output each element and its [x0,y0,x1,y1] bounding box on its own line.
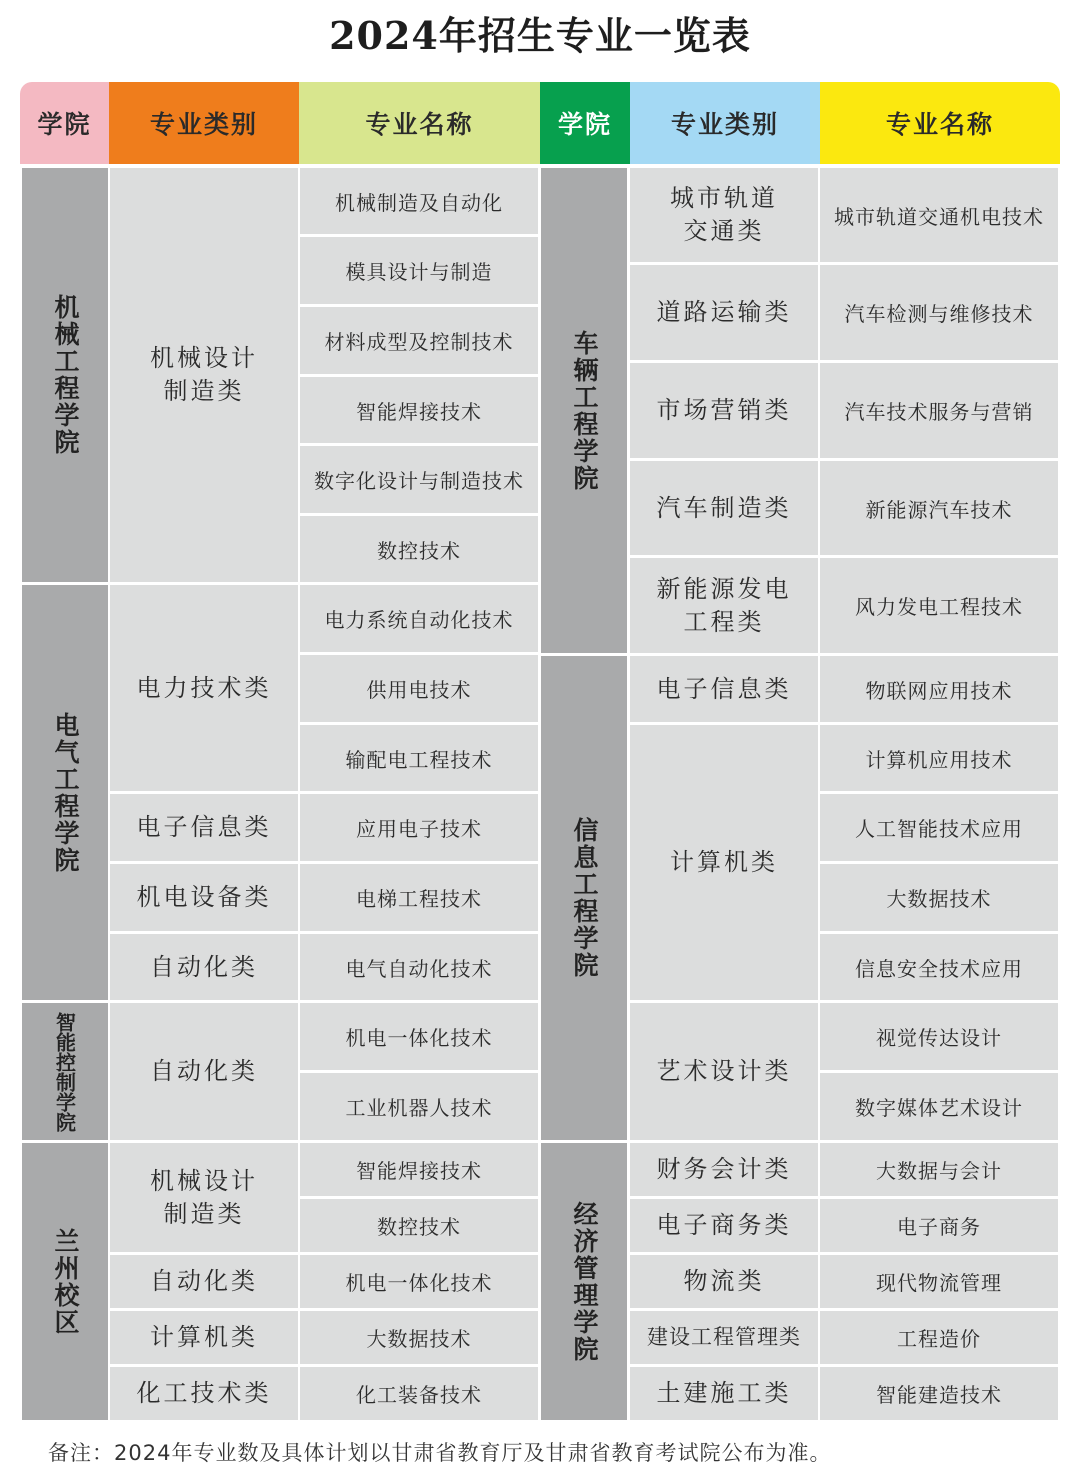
major-cell: 现代物流管理 [820,1255,1058,1308]
category-cell: 自动化类 [110,1255,298,1308]
major-cell: 工业机器人技术 [300,1073,538,1140]
major-cell: 物联网应用技术 [820,656,1058,722]
category-cell: 电子商务类 [630,1199,818,1252]
category-cell: 建设工程管理类 [630,1311,818,1364]
category-cell: 艺术设计类 [630,1003,818,1140]
major-cell: 数控技术 [300,516,538,582]
major-cell: 大数据技术 [820,864,1058,931]
major-cell: 供用电技术 [300,655,538,722]
category-cell: 机械设计 制造类 [110,1143,298,1252]
major-cell: 新能源汽车技术 [820,461,1058,555]
category-cell: 自动化类 [110,1003,298,1140]
major-cell: 应用电子技术 [300,794,538,861]
major-cell: 数字媒体艺术设计 [820,1073,1058,1140]
category-cell: 电力技术类 [110,585,298,791]
category-cell: 财务会计类 [630,1143,818,1196]
major-cell: 机电一体化技术 [300,1255,538,1308]
major-cell: 大数据技术 [300,1311,538,1364]
category-cell: 电子信息类 [110,794,298,861]
major-cell: 人工智能技术应用 [820,794,1058,861]
header-left-college: 学院 [20,82,109,164]
category-cell: 道路运输类 [630,265,818,360]
major-cell: 视觉传达设计 [820,1003,1058,1070]
college-cell: 电气工程学院 [22,585,108,1000]
major-cell: 电子商务 [820,1199,1058,1252]
category-cell: 计算机类 [110,1311,298,1364]
major-cell: 汽车检测与维修技术 [820,265,1058,360]
category-cell: 化工技术类 [110,1367,298,1420]
major-cell: 输配电工程技术 [300,725,538,791]
major-cell: 机电一体化技术 [300,1003,538,1070]
major-cell: 电气自动化技术 [300,934,538,1000]
category-cell: 新能源发电 工程类 [630,558,818,653]
header-right-major: 专业名称 [820,82,1060,164]
major-cell: 模具设计与制造 [300,237,538,304]
category-cell: 市场营销类 [630,363,818,458]
header-left-major: 专业名称 [299,82,540,164]
college-cell: 智能控制学院 [22,1003,108,1140]
header-right-college: 学院 [540,82,630,164]
major-cell: 信息安全技术应用 [820,934,1058,1000]
category-cell: 物流类 [630,1255,818,1308]
major-cell: 汽车技术服务与营销 [820,363,1058,458]
major-cell: 化工装备技术 [300,1367,538,1420]
header-left-category: 专业类别 [109,82,299,164]
college-cell: 信息工程学院 [541,656,627,1140]
major-cell: 数控技术 [300,1199,538,1252]
major-cell: 工程造价 [820,1311,1058,1364]
category-cell: 机械设计 制造类 [110,168,298,582]
category-cell: 计算机类 [630,725,818,1000]
college-cell: 机械工程学院 [22,168,108,582]
category-cell: 机电设备类 [110,864,298,931]
major-cell: 电梯工程技术 [300,864,538,931]
major-cell: 智能建造技术 [820,1367,1058,1420]
major-cell: 智能焊接技术 [300,377,538,443]
college-cell: 车辆工程学院 [541,168,627,653]
major-cell: 材料成型及控制技术 [300,307,538,374]
page-title: 2024年招生专业一览表 [329,13,751,58]
major-cell: 城市轨道交通机电技术 [820,168,1058,262]
category-cell: 电子信息类 [630,656,818,722]
college-cell: 经济管理学院 [541,1143,627,1420]
major-cell: 数字化设计与制造技术 [300,446,538,513]
major-cell: 风力发电工程技术 [820,558,1058,653]
category-cell: 土建施工类 [630,1367,818,1420]
header-right-category: 专业类别 [630,82,820,164]
major-cell: 智能焊接技术 [300,1143,538,1196]
category-cell: 汽车制造类 [630,461,818,555]
footnote: 备注：2024年专业数及具体计划以甘肃省教育厅及甘肃省教育考试院公布为准。 [48,1441,832,1465]
college-cell: 兰州校区 [22,1143,108,1420]
major-cell: 电力系统自动化技术 [300,585,538,652]
major-cell: 机械制造及自动化 [300,168,538,234]
major-cell: 大数据与会计 [820,1143,1058,1196]
category-cell: 城市轨道 交通类 [630,168,818,262]
major-cell: 计算机应用技术 [820,725,1058,791]
category-cell: 自动化类 [110,934,298,1000]
